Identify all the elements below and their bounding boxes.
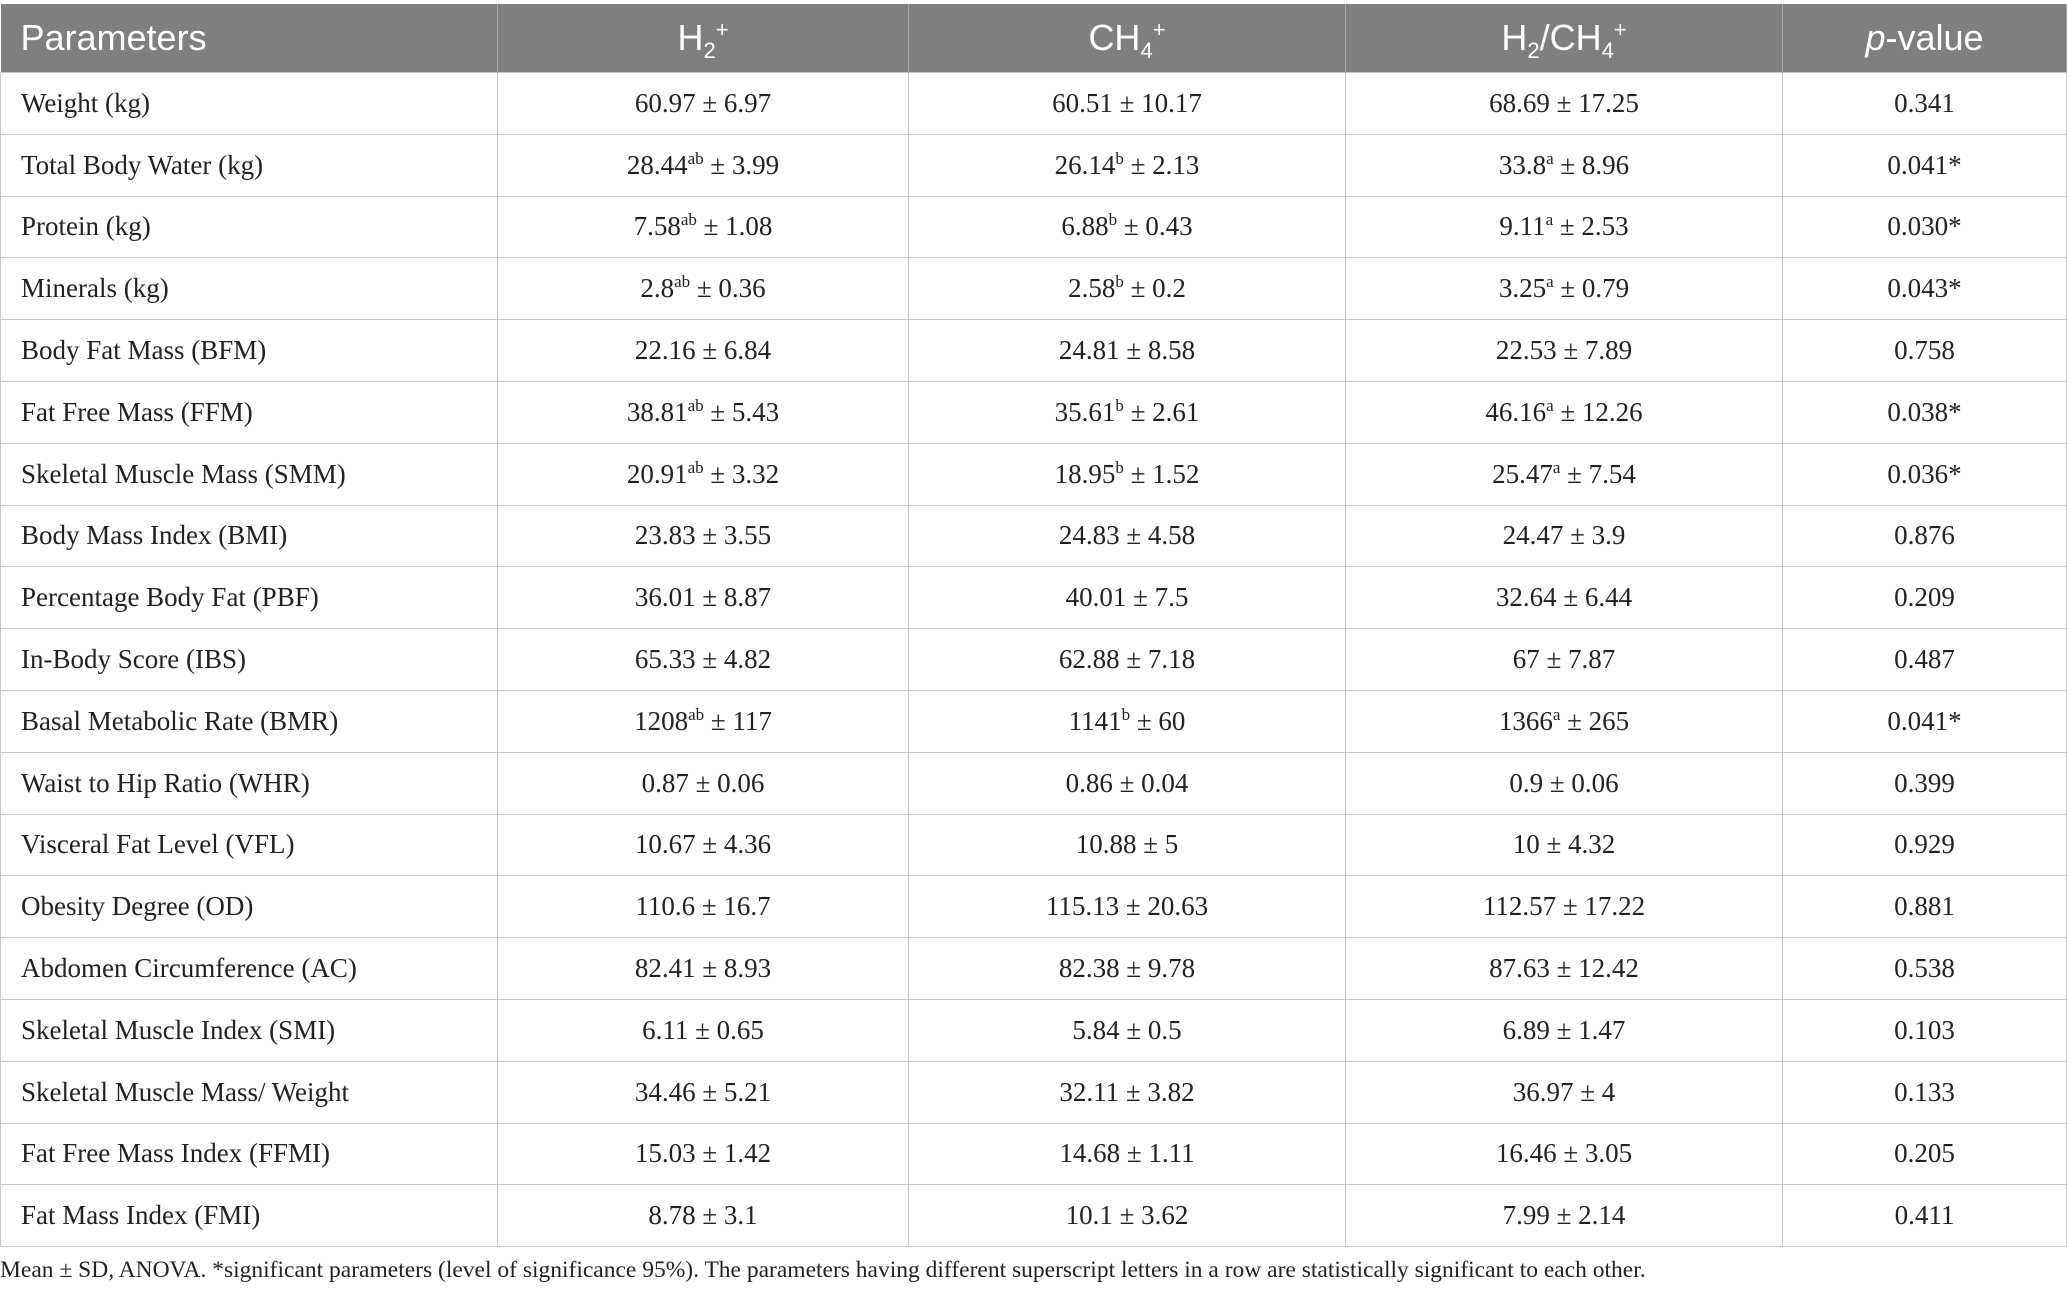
mean-value: 14.68 xyxy=(1059,1138,1121,1169)
mean-value: 7.58 xyxy=(633,211,681,242)
table-row xyxy=(1,629,2067,691)
parameter-name-cell: Visceral Fat Level (VFL) xyxy=(1,814,498,876)
value-cell-ch4 xyxy=(909,1061,1346,1123)
p-value-cell: 0.929 xyxy=(1783,814,2067,876)
p-value-cell: 0.487 xyxy=(1783,629,2067,691)
mean-value: 16.46 xyxy=(1495,1138,1557,1169)
p-value-cell: 0.881 xyxy=(1783,876,2067,938)
significance-letter: a xyxy=(1546,272,1554,292)
table-row xyxy=(1,752,2067,814)
mean-value: 20.91 xyxy=(626,458,688,489)
sd-value: ± 7.5 xyxy=(1126,582,1189,613)
mean-value: 36.01 xyxy=(634,582,696,613)
significance-letter: ab xyxy=(687,395,704,415)
parameter-name-cell: Skeletal Muscle Mass/ Weight xyxy=(1,1061,498,1123)
mean-value: 33.8 xyxy=(1498,149,1547,180)
significance-letter: a xyxy=(1552,457,1561,477)
mean-value: 24.47 xyxy=(1502,520,1564,551)
value-cell-h2ch4 xyxy=(1346,814,1783,876)
sd-value: ± 3.32 xyxy=(703,458,780,489)
value-cell-h2 xyxy=(498,876,909,938)
sd-value: ± 3.05 xyxy=(1556,1138,1633,1169)
value-cell-h2ch4 xyxy=(1346,73,1783,135)
mean-value: 10 xyxy=(1512,829,1540,860)
mean-value: 23.83 xyxy=(634,520,696,551)
header-h2-sub: 2 xyxy=(703,38,716,64)
value-cell-h2 xyxy=(498,1061,909,1123)
sd-value: ± 2.13 xyxy=(1123,149,1200,180)
value-cell-ch4 xyxy=(909,320,1346,382)
value-cell-h2ch4 xyxy=(1346,690,1783,752)
mean-value: 32.11 xyxy=(1059,1076,1120,1107)
p-value-cell: 0.036* xyxy=(1783,443,2067,505)
sd-value: ± 0.06 xyxy=(1543,767,1619,798)
sd-value: ± 2.53 xyxy=(1553,211,1629,242)
value-cell-h2ch4 xyxy=(1346,876,1783,938)
value-cell-h2 xyxy=(498,258,909,320)
sd-value: ± 7.87 xyxy=(1539,644,1616,675)
significance-letter: b xyxy=(1115,272,1124,292)
value-cell-ch4 xyxy=(909,629,1346,691)
value-cell-h2 xyxy=(498,134,909,196)
mean-value: 2.8 xyxy=(640,273,675,304)
sd-value: ± 6.44 xyxy=(1556,582,1633,613)
mean-value: 34.46 xyxy=(634,1076,696,1107)
header-h2 xyxy=(498,4,909,73)
mean-value: 67 xyxy=(1512,644,1540,675)
mean-value: 1366 xyxy=(1498,705,1553,736)
sd-value: ± 9.78 xyxy=(1119,953,1196,984)
mean-value: 5.84 xyxy=(1072,1014,1120,1045)
value-cell-ch4 xyxy=(909,1185,1346,1247)
sd-value: ± 7.89 xyxy=(1556,335,1633,366)
sd-value: ± 10.17 xyxy=(1112,87,1202,118)
sd-value: ± 8.93 xyxy=(695,953,772,984)
mean-value: 0.9 xyxy=(1509,767,1544,798)
sd-value: ± 0.06 xyxy=(688,767,765,798)
parameter-name-cell: Total Body Water (kg) xyxy=(1,134,498,196)
significance-letter: b xyxy=(1115,148,1124,168)
mean-value: 62.88 xyxy=(1058,644,1120,675)
mean-value: 112.57 xyxy=(1482,891,1557,922)
table-row xyxy=(1,690,2067,752)
p-value-cell: 0.876 xyxy=(1783,505,2067,567)
table-footnote: Mean ± SD, ANOVA. *significant parameters (level of significance 95%). The parameters having different superscript letters in a row are statistically significant to each other. xyxy=(0,1257,1646,1283)
parameter-name-cell: Waist to Hip Ratio (WHR) xyxy=(1,752,498,814)
mean-value: 87.63 xyxy=(1489,953,1550,984)
mean-value: 35.61 xyxy=(1054,396,1116,427)
value-cell-h2ch4 xyxy=(1346,1061,1783,1123)
value-cell-h2 xyxy=(498,505,909,567)
table-row xyxy=(1,73,2067,135)
sd-value: ± 6.84 xyxy=(695,335,772,366)
sd-value: ± 4.58 xyxy=(1119,520,1196,551)
sd-value: ± 0.36 xyxy=(690,273,766,304)
header-h2ch4-sup: + xyxy=(1613,17,1627,42)
p-value-cell: 0.341 xyxy=(1783,73,2067,135)
parameter-name-cell: Skeletal Muscle Index (SMI) xyxy=(1,999,498,1061)
sd-value: ± 1.47 xyxy=(1549,1014,1626,1045)
p-value-cell: 0.538 xyxy=(1783,938,2067,1000)
parameter-name-cell: Fat Mass Index (FMI) xyxy=(1,1185,498,1247)
value-cell-h2ch4 xyxy=(1346,629,1783,691)
sd-value: ± 12.26 xyxy=(1553,396,1643,427)
sd-value: ± 3.1 xyxy=(695,1200,758,1231)
parameter-name-cell: Fat Free Mass Index (FFMI) xyxy=(1,1123,498,1185)
sd-value: ± 8.58 xyxy=(1119,335,1196,366)
parameter-name-cell: Basal Metabolic Rate (BMR) xyxy=(1,690,498,752)
mean-value: 40.01 xyxy=(1065,582,1127,613)
table-row xyxy=(1,1185,2067,1247)
value-cell-h2ch4 xyxy=(1346,999,1783,1061)
mean-value: 24.81 xyxy=(1058,335,1120,366)
value-cell-h2 xyxy=(498,752,909,814)
sd-value: ± 0.79 xyxy=(1553,273,1630,304)
value-cell-h2 xyxy=(498,938,909,1000)
table-row xyxy=(1,505,2067,567)
mean-value: 60.51 xyxy=(1052,87,1113,118)
sd-value: ± 1.08 xyxy=(696,211,773,242)
sd-value: ± 3.62 xyxy=(1112,1200,1189,1231)
table-row xyxy=(1,938,2067,1000)
sd-value: ± 16.7 xyxy=(695,891,771,922)
significance-letter: a xyxy=(1546,148,1554,168)
value-cell-ch4 xyxy=(909,876,1346,938)
header-ch4-sup: + xyxy=(1152,17,1166,42)
mean-value: 26.14 xyxy=(1054,149,1116,180)
table-row xyxy=(1,258,2067,320)
sd-value: ± 4 xyxy=(1573,1076,1616,1107)
header-ch4 xyxy=(909,4,1346,73)
significance-letter: ab xyxy=(674,272,691,292)
p-value-cell: 0.758 xyxy=(1783,320,2067,382)
header-h2ch4-sub1: 2 xyxy=(1527,38,1540,64)
sd-value: ± 0.43 xyxy=(1117,211,1193,242)
mean-value: 8.78 xyxy=(648,1200,696,1231)
sd-value: ± 4.82 xyxy=(695,644,772,675)
table-row xyxy=(1,567,2067,629)
table-body xyxy=(1,73,2067,1247)
mean-value: 3.25 xyxy=(1498,273,1547,304)
p-value-cell: 0.205 xyxy=(1783,1123,2067,1185)
value-cell-h2 xyxy=(498,1185,909,1247)
sd-value: ± 3.99 xyxy=(703,149,780,180)
parameter-name-cell: Minerals (kg) xyxy=(1,258,498,320)
sd-value: ± 1.52 xyxy=(1123,458,1200,489)
body-composition-table xyxy=(0,4,2067,1247)
parameter-name-cell: Fat Free Mass (FFM) xyxy=(1,381,498,443)
parameter-name-cell: Body Mass Index (BMI) xyxy=(1,505,498,567)
parameter-name-cell: Weight (kg) xyxy=(1,73,498,135)
value-cell-h2 xyxy=(498,73,909,135)
table-header xyxy=(1,4,2067,73)
p-value-cell: 0.038* xyxy=(1783,381,2067,443)
mean-value: 2.58 xyxy=(1068,273,1116,304)
header-parameters: Parameters xyxy=(1,4,498,73)
value-cell-h2ch4 xyxy=(1346,381,1783,443)
table-row xyxy=(1,814,2067,876)
sd-value: ± 3.82 xyxy=(1119,1076,1195,1107)
mean-value: 46.16 xyxy=(1485,396,1547,427)
table-row xyxy=(1,1061,2067,1123)
table-row xyxy=(1,381,2067,443)
sd-value: ± 5.21 xyxy=(695,1076,772,1107)
value-cell-h2 xyxy=(498,814,909,876)
sd-value: ± 117 xyxy=(704,705,772,736)
table-row xyxy=(1,320,2067,382)
significance-letter: a xyxy=(1552,704,1561,724)
sd-value: ± 8.96 xyxy=(1553,149,1630,180)
header-row xyxy=(1,4,2067,73)
sd-value: ± 1.11 xyxy=(1120,1138,1195,1169)
table-row xyxy=(1,999,2067,1061)
value-cell-ch4 xyxy=(909,690,1346,752)
value-cell-h2ch4 xyxy=(1346,938,1783,1000)
mean-value: 82.38 xyxy=(1058,953,1120,984)
value-cell-h2ch4 xyxy=(1346,505,1783,567)
header-p-rest: -value xyxy=(1885,17,1984,58)
table-row xyxy=(1,443,2067,505)
mean-value: 36.97 xyxy=(1512,1076,1574,1107)
significance-letter: a xyxy=(1545,210,1554,230)
parameter-name-cell: Percentage Body Fat (PBF) xyxy=(1,567,498,629)
header-h2ch4-base: H xyxy=(1501,17,1528,58)
value-cell-h2 xyxy=(498,1123,909,1185)
sd-value: ± 1.42 xyxy=(695,1138,772,1169)
parameter-name-cell: In-Body Score (IBS) xyxy=(1,629,498,691)
mean-value: 38.81 xyxy=(626,396,688,427)
value-cell-h2ch4 xyxy=(1346,1185,1783,1247)
significance-letter: ab xyxy=(687,148,704,168)
value-cell-ch4 xyxy=(909,752,1346,814)
header-h2-base: H xyxy=(677,17,704,58)
mean-value: 6.89 xyxy=(1502,1014,1550,1045)
sd-value: ± 2.61 xyxy=(1123,396,1200,427)
sd-value: ± 17.25 xyxy=(1549,87,1639,118)
mean-value: 60.97 xyxy=(634,87,696,118)
value-cell-ch4 xyxy=(909,505,1346,567)
mean-value: 6.11 xyxy=(642,1014,689,1045)
mean-value: 6.88 xyxy=(1061,211,1109,242)
mean-value: 110.6 xyxy=(635,891,696,922)
mean-value: 18.95 xyxy=(1054,458,1116,489)
mean-value: 1141 xyxy=(1068,705,1122,736)
mean-value: 22.53 xyxy=(1495,335,1557,366)
value-cell-h2ch4 xyxy=(1346,196,1783,258)
p-value-cell: 0.043* xyxy=(1783,258,2067,320)
mean-value: 82.41 xyxy=(634,953,696,984)
mean-value: 1208 xyxy=(634,705,689,736)
value-cell-ch4 xyxy=(909,134,1346,196)
value-cell-h2ch4 xyxy=(1346,134,1783,196)
significance-letter: ab xyxy=(680,210,697,230)
sd-value: ± 6.97 xyxy=(695,87,772,118)
sd-value: ± 0.04 xyxy=(1112,767,1189,798)
header-p-italic: p xyxy=(1865,17,1886,58)
table-row xyxy=(1,196,2067,258)
mean-value: 25.47 xyxy=(1492,458,1553,489)
significance-letter: ab xyxy=(687,457,704,477)
p-value-cell: 0.399 xyxy=(1783,752,2067,814)
value-cell-ch4 xyxy=(909,443,1346,505)
value-cell-ch4 xyxy=(909,999,1346,1061)
value-cell-ch4 xyxy=(909,938,1346,1000)
value-cell-h2 xyxy=(498,690,909,752)
mean-value: 0.87 xyxy=(641,767,689,798)
sd-value: ± 12.42 xyxy=(1549,953,1639,984)
sd-value: ± 8.87 xyxy=(695,582,772,613)
sd-value: ± 0.65 xyxy=(688,1014,764,1045)
parameter-name-cell: Protein (kg) xyxy=(1,196,498,258)
sd-value: ± 17.22 xyxy=(1556,891,1646,922)
mean-value: 68.69 xyxy=(1489,87,1550,118)
mean-value: 28.44 xyxy=(626,149,688,180)
mean-value: 65.33 xyxy=(634,644,696,675)
value-cell-ch4 xyxy=(909,73,1346,135)
significance-letter: b xyxy=(1115,457,1124,477)
p-value-cell: 0.041* xyxy=(1783,690,2067,752)
value-cell-ch4 xyxy=(909,196,1346,258)
significance-letter: a xyxy=(1546,395,1554,415)
value-cell-ch4 xyxy=(909,814,1346,876)
value-cell-h2ch4 xyxy=(1346,320,1783,382)
value-cell-h2 xyxy=(498,381,909,443)
mean-value: 15.03 xyxy=(634,1138,696,1169)
parameter-name-cell: Obesity Degree (OD) xyxy=(1,876,498,938)
mean-value: 0.86 xyxy=(1065,767,1113,798)
table-row xyxy=(1,134,2067,196)
sd-value: ± 4.32 xyxy=(1539,829,1616,860)
results-table-container xyxy=(0,4,2067,1247)
value-cell-h2ch4 xyxy=(1346,258,1783,320)
sd-value: ± 2.14 xyxy=(1549,1200,1626,1231)
sd-value: ± 7.54 xyxy=(1560,458,1636,489)
p-value-cell: 0.133 xyxy=(1783,1061,2067,1123)
sd-value: ± 265 xyxy=(1560,705,1630,736)
table-row xyxy=(1,876,2067,938)
sd-value: ± 4.36 xyxy=(695,829,772,860)
mean-value: 115.13 xyxy=(1045,891,1120,922)
value-cell-h2ch4 xyxy=(1346,1123,1783,1185)
sd-value: ± 0.5 xyxy=(1119,1014,1182,1045)
p-value-cell: 0.041* xyxy=(1783,134,2067,196)
value-cell-h2ch4 xyxy=(1346,567,1783,629)
value-cell-h2 xyxy=(498,629,909,691)
value-cell-ch4 xyxy=(909,381,1346,443)
sd-value: ± 5 xyxy=(1136,829,1179,860)
value-cell-ch4 xyxy=(909,1123,1346,1185)
value-cell-h2 xyxy=(498,196,909,258)
sd-value: ± 7.18 xyxy=(1119,644,1196,675)
value-cell-h2 xyxy=(498,443,909,505)
significance-letter: b xyxy=(1121,704,1131,724)
p-value-cell: 0.209 xyxy=(1783,567,2067,629)
header-ch4-sub: 4 xyxy=(1140,38,1153,64)
parameter-name-cell: Abdomen Circumference (AC) xyxy=(1,938,498,1000)
header-h2ch4-sub2: 4 xyxy=(1601,38,1614,64)
value-cell-h2ch4 xyxy=(1346,752,1783,814)
header-h2-sup: + xyxy=(715,17,729,42)
header-h2ch4-mid: /CH xyxy=(1539,17,1602,58)
header-p-value xyxy=(1783,4,2067,73)
value-cell-h2ch4 xyxy=(1346,443,1783,505)
sd-value: ± 3.55 xyxy=(695,520,772,551)
significance-letter: b xyxy=(1108,210,1118,230)
table-row xyxy=(1,1123,2067,1185)
sd-value: ± 3.9 xyxy=(1563,520,1626,551)
sd-value: ± 0.2 xyxy=(1123,273,1186,304)
value-cell-ch4 xyxy=(909,258,1346,320)
mean-value: 22.16 xyxy=(634,335,696,366)
significance-letter: b xyxy=(1115,395,1124,415)
significance-letter: ab xyxy=(688,704,705,724)
mean-value: 10.88 xyxy=(1075,829,1137,860)
header-ch4-base: CH xyxy=(1088,17,1141,58)
header-h2-ch4 xyxy=(1346,4,1783,73)
value-cell-h2 xyxy=(498,567,909,629)
mean-value: 10.67 xyxy=(634,829,696,860)
mean-value: 7.99 xyxy=(1502,1200,1550,1231)
value-cell-h2 xyxy=(498,320,909,382)
p-value-cell: 0.030* xyxy=(1783,196,2067,258)
p-value-cell: 0.411 xyxy=(1783,1185,2067,1247)
mean-value: 32.64 xyxy=(1495,582,1557,613)
value-cell-h2 xyxy=(498,999,909,1061)
p-value-cell: 0.103 xyxy=(1783,999,2067,1061)
sd-value: ± 60 xyxy=(1130,705,1186,736)
mean-value: 24.83 xyxy=(1058,520,1120,551)
value-cell-ch4 xyxy=(909,567,1346,629)
mean-value: 9.11 xyxy=(1499,211,1546,242)
sd-value: ± 20.63 xyxy=(1119,891,1209,922)
parameter-name-cell: Skeletal Muscle Mass (SMM) xyxy=(1,443,498,505)
sd-value: ± 5.43 xyxy=(703,396,780,427)
parameter-name-cell: Body Fat Mass (BFM) xyxy=(1,320,498,382)
mean-value: 10.1 xyxy=(1065,1200,1113,1231)
